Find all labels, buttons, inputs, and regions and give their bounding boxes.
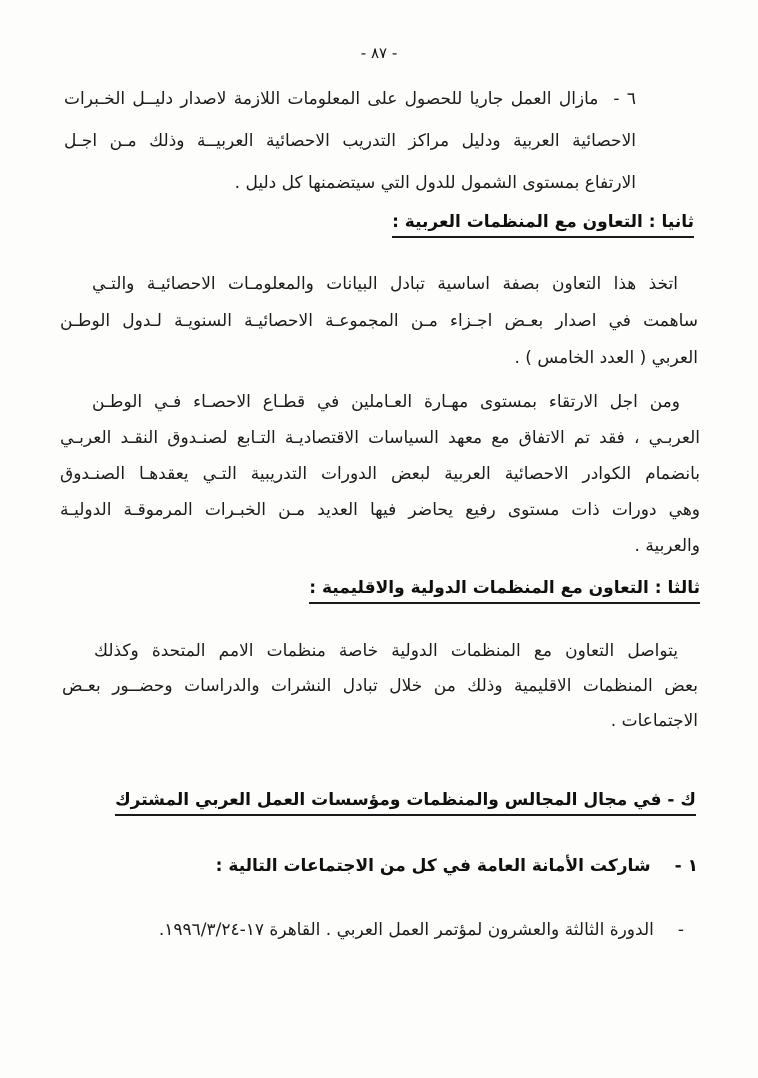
bullet-conference — [159, 920, 684, 940]
text-line: بانضمام الكوادر الاحصائية العربية لبعض الدورات التدريبية التـي يعقدهـا الصنـدوق — [60, 464, 700, 484]
section-heading-kaf — [115, 790, 696, 816]
text-line: اتخذ هذا التعاون بصفة اساسية تبادل البيانات والمعلومـات الاحصائيـة والتـي — [92, 274, 678, 294]
text-line: وهي دورات ذات مستوى رفيع يحاضر فيها العديد مـن الخبـرات المرموقـة الدوليـة — [60, 500, 700, 520]
bullet-conference-text: الدورة الثالثة والعشرون لمؤتمر العمل العربي . القاهرة ‭١٩٩٦/٣/٢٤-١٧‬. — [158, 920, 654, 940]
text-line: والعربية . — [634, 536, 700, 556]
item-6-marker: ٦ - — [613, 89, 636, 109]
bullet-dash-marker: - — [677, 920, 684, 940]
paragraph-arab-coop-1 — [60, 266, 698, 377]
text-line: الارتفاع بمستوى الشمول للدول التي سيتضمنها كل دليل . — [234, 173, 636, 193]
paragraph-international-coop — [62, 634, 698, 739]
paragraph-arab-coop-2 — [60, 384, 700, 564]
section-heading-second — [392, 212, 694, 238]
text-line: يتواصل التعاون مع المنظمات الدولية خاصة منظمات الامم المتحدة وكذلك — [94, 641, 678, 661]
item-1-text: شاركت الأمانة العامة في كل من الاجتماعات التالية : — [215, 856, 651, 876]
item-6-line-1: مازال العمل جاريا للحصول على المعلومات اللازمة لاصدار دليــل الخـبرات — [64, 89, 599, 109]
list-item-1 — [216, 856, 698, 876]
text-line: بعض المنظمات الاقليمية وذلك من خلال تبادل النشرات والدراسات وحضــور بعـض — [62, 676, 698, 696]
item-1-marker: ١ - — [674, 856, 698, 876]
section-heading-second-text: ثانيا : التعاون مع المنظمات العربية : — [392, 212, 694, 238]
text-line: ساهمت في اصدار بعـض اجـزاء مـن المجموعـة الاحصائيـة السنويـة لـدول الوطـن — [60, 311, 698, 331]
page-number: - ٨٧ - — [360, 44, 398, 62]
text-line: ومن اجل الارتقاء بمستوى مهـارة العـاملين في قطـاع الاحصـاء فـي الوطـن — [92, 392, 680, 412]
text-line — [64, 78, 636, 120]
section-heading-third-text: ثالثا : التعاون مع المنظمات الدولية والاقليمية : — [309, 578, 700, 604]
section-heading-third — [309, 578, 700, 604]
text-line: الاحصائية العربية ودليل مراكز التدريب الاحصائية العربيــة وذلك مـن اجـل — [64, 131, 636, 151]
text-line: الاجتماعات . — [610, 711, 698, 731]
list-item-6 — [64, 78, 636, 204]
section-heading-kaf-text: ك - في مجال المجالس والمنظمات ومؤسسات العمل العربي المشترك — [115, 790, 696, 816]
text-line: العربـي ، فقد تم الاتفاق مع معهد السياسات الاقتصاديـة التـابع لصنـدوق النقـد العربـي — [60, 428, 700, 448]
text-line: العربي ( العدد الخامس ) . — [514, 348, 698, 368]
